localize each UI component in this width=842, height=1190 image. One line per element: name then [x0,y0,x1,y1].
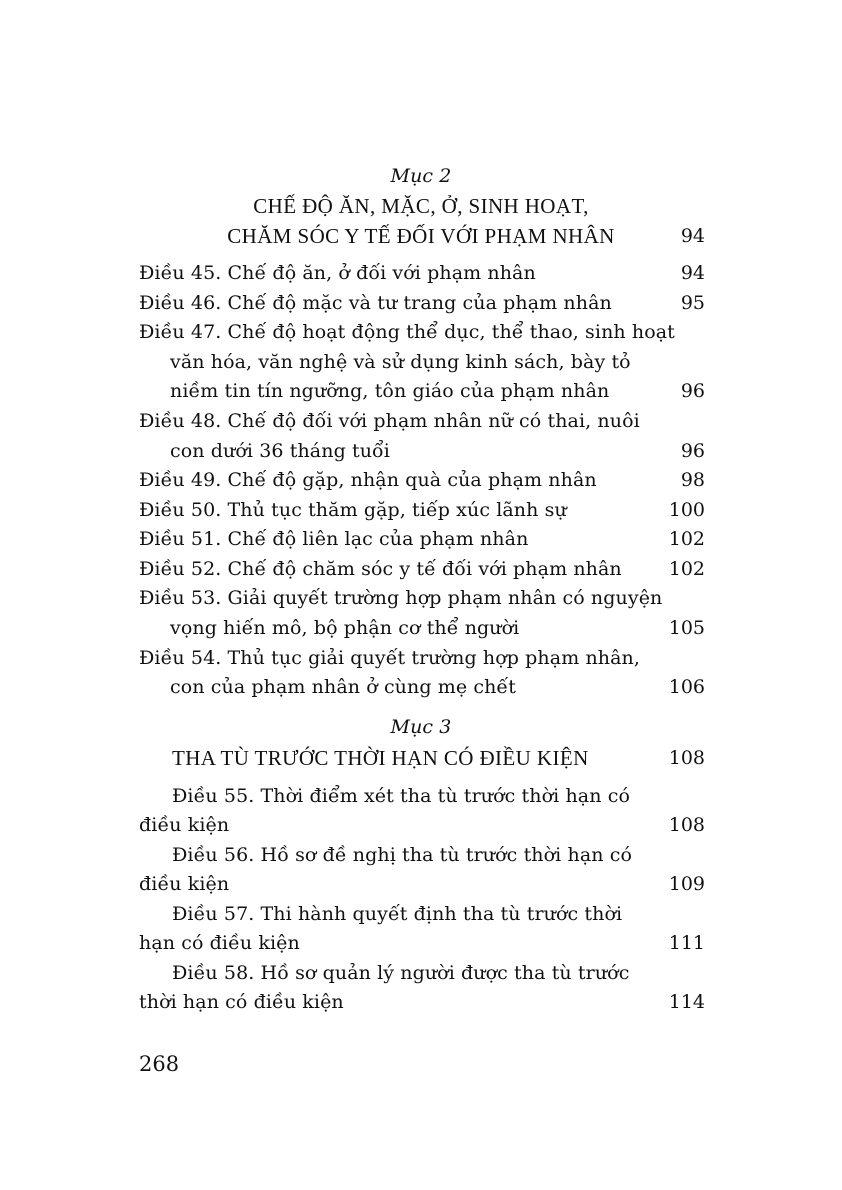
toc-entry-page: 96 [680,380,705,402]
toc-entry-line: Điều 48. Chế độ đối với phạm nhân nữ có thai, nuôi [139,410,640,432]
toc-entry-line: hạn có điều kiện [139,932,300,954]
toc-entry-line: niềm tin tín ngưỡng, tôn giáo của phạm nhân [170,380,610,402]
toc-entry-line: Điều 45. Chế độ ăn, ở đối với phạm nhân [139,262,536,284]
toc-entry-page: 106 [668,676,705,698]
toc-entry-line: Điều 51. Chế độ liên lạc của phạm nhân [139,528,529,550]
toc-entry-page: 111 [668,932,705,954]
section-heading-line: CHĂM SÓC Y TẾ ĐỐI VỚI PHẠM NHÂN [227,224,615,248]
section-page-number: 108 [668,747,705,769]
toc-entry-page: 109 [668,873,705,895]
toc-entry-line: con của phạm nhân ở cùng mẹ chết [170,676,516,698]
toc-entry-line: Điều 57. Thi hành quyết định tha tù trước thời [172,903,623,925]
toc-entry-line: vọng hiến mô, bộ phận cơ thể người [170,617,520,639]
toc-entry-line: Điều 58. Hồ sơ quản lý người được tha tù trước [172,962,630,984]
toc-entry-line: văn hóa, văn nghệ và sử dụng kinh sách, bày tỏ [170,351,631,373]
toc-entry-line: Điều 56. Hồ sơ đề nghị tha tù trước thời hạn có [172,844,633,866]
toc-entry-page: 108 [668,814,705,836]
toc-entry-page: 96 [680,440,705,462]
toc-entry-line: Điều 46. Chế độ mặc và tư trang của phạm nhân [139,292,612,314]
toc-entry-line: điều kiện [139,873,230,895]
section-heading-line: THA TÙ TRƯỚC THỜI HẠN CÓ ĐIỀU KIỆN [172,746,589,770]
toc-entry-page: 105 [668,617,705,639]
toc-entry-line: Điều 49. Chế độ gặp, nhận quà của phạm nhân [139,469,597,491]
toc-entry-line: Điều 53. Giải quyết trường hợp phạm nhân có nguyện [139,587,663,609]
section-label: Mục 3 [390,716,452,738]
toc-entry-line: thời hạn có điều kiện [139,991,344,1013]
toc-entry-line: điều kiện [139,814,230,836]
toc-entry-page: 114 [668,991,705,1013]
section-label: Mục 2 [390,165,452,187]
toc-entry-line: con dưới 36 tháng tuổi [170,440,390,462]
toc-entry-line: Điều 50. Thủ tục thăm gặp, tiếp xúc lãnh sự [139,499,567,521]
toc-entry-page: 94 [680,262,705,284]
toc-entry-page: 100 [668,499,705,521]
toc-entry-line: Điều 55. Thời điểm xét tha tù trước thời hạn có [172,785,630,807]
toc-entry-line: Điều 47. Chế độ hoạt động thể dục, thể thao, sinh hoạt [139,321,675,343]
toc-entry-page: 102 [668,528,705,550]
toc-entry-line: Điều 54. Thủ tục giải quyết trường hợp phạm nhân, [139,647,641,669]
page-number: 268 [139,1052,180,1076]
section-heading-line: CHẾ ĐỘ ĂN, MẶC, Ở, SINH HOẠT, [253,194,589,218]
toc-entry-line: Điều 52. Chế độ chăm sóc y tế đối với phạm nhân [139,558,622,580]
toc-entry-page: 98 [680,469,705,491]
section-page-number: 94 [680,225,705,247]
toc-entry-page: 102 [668,558,705,580]
toc-entry-page: 95 [680,292,705,314]
